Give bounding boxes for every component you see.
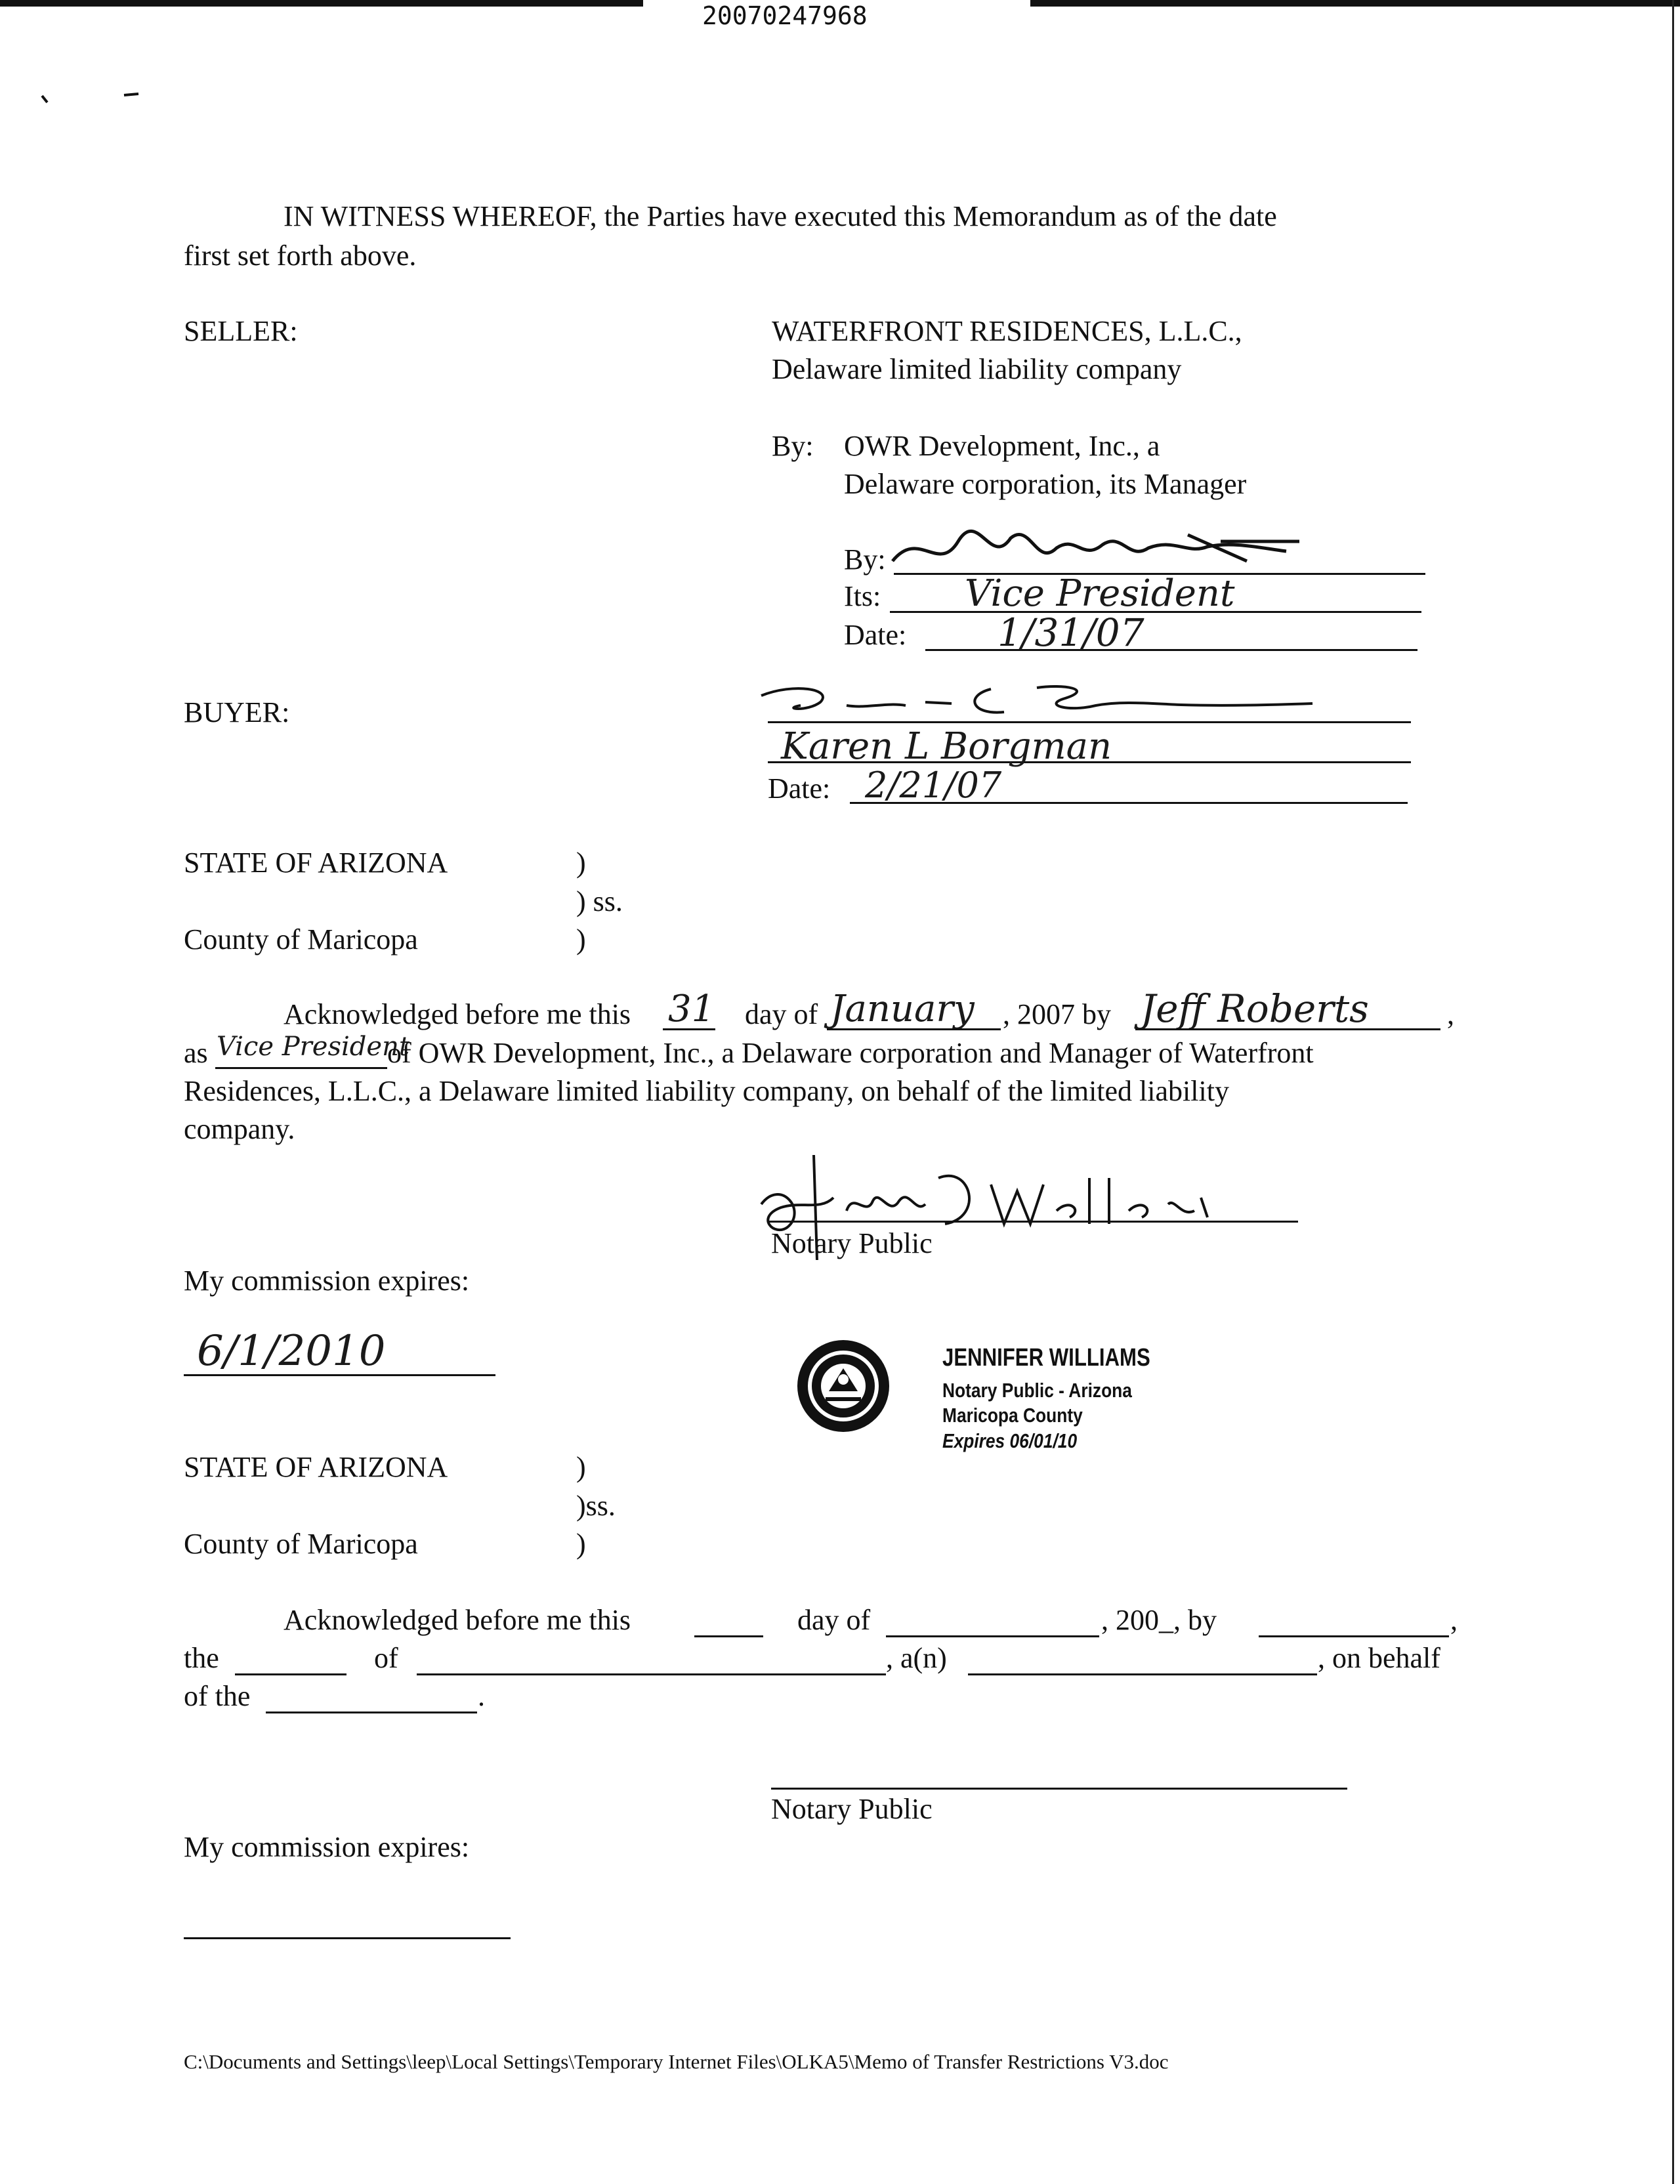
seller-company-line-2: Delaware limited liability company <box>772 353 1182 385</box>
ack1-notary-label: Notary Public <box>771 1227 933 1259</box>
ack1-line-2-a: as <box>184 1037 208 1069</box>
ack2-line-2-c: , a(n) <box>886 1642 947 1674</box>
seller-manager-line-1: OWR Development, Inc., a <box>844 430 1160 462</box>
ack1-day-line <box>663 1028 715 1030</box>
ack2-notary-label: Notary Public <box>771 1793 933 1825</box>
ack2-paren-2: ) <box>576 1528 586 1560</box>
ack1-commission-line <box>184 1374 495 1376</box>
ack1-paren-2: ) <box>576 923 586 956</box>
scan-mark-1 <box>39 92 66 112</box>
ack1-line-1-d: , <box>1447 998 1454 1030</box>
ack1-title-line <box>215 1067 387 1069</box>
ack1-month: January <box>830 988 975 1030</box>
ack2-by-blank <box>1259 1635 1449 1637</box>
scan-edge-left <box>0 0 643 7</box>
ack1-name-line <box>1135 1028 1440 1030</box>
witness-line-2: first set forth above. <box>184 240 417 272</box>
ack2-line-1-d: , <box>1450 1604 1458 1636</box>
ack2-commission-line <box>184 1937 511 1939</box>
seller-by-label: By: <box>844 543 886 576</box>
ack2-notary-signature-line <box>771 1788 1347 1790</box>
notary-seal-emblem <box>796 1339 891 1434</box>
ack2-entity-blank <box>968 1673 1317 1675</box>
ack2-line-2-b: of <box>374 1642 398 1674</box>
seller-company-line-1: WATERFRONT RESIDENCES, L.L.C., <box>772 315 1242 347</box>
ack1-state: STATE OF ARIZONA <box>184 847 448 879</box>
buyer-date-label: Date: <box>768 772 831 805</box>
seal-line-2: Notary Public - Arizona <box>942 1379 1132 1402</box>
buyer-signature-2: Karen L Borgman <box>781 725 1112 768</box>
ack1-line-1-a: Acknowledged before me this <box>284 998 631 1030</box>
seller-label: SELLER: <box>184 315 298 347</box>
buyer-date-value: 2/21/07 <box>865 765 1002 806</box>
ack2-commission-label: My commission expires: <box>184 1831 470 1863</box>
ack2-line-1-c: , 200_, by <box>1101 1604 1217 1636</box>
document-number: 20070247968 <box>702 1 868 30</box>
seller-manager-line-2: Delaware corporation, its Manager <box>844 468 1247 500</box>
ack2-month-blank <box>886 1635 1099 1637</box>
ack2-line-2-d: , on behalf <box>1318 1642 1440 1674</box>
witness-line-1: IN WITNESS WHEREOF, the Parties have executed this Memorandum as of the date <box>284 200 1277 232</box>
ack1-ss: ) ss. <box>576 885 623 917</box>
ack2-county: County of Maricopa <box>184 1528 418 1560</box>
ack2-state: STATE OF ARIZONA <box>184 1451 448 1483</box>
ack1-line-1-c: , 2007 by <box>1003 998 1111 1030</box>
seal-name: JENNIFER WILLIAMS <box>942 1344 1150 1372</box>
seller-its-label: Its: <box>844 580 881 612</box>
seal-line-3: Maricopa County <box>942 1404 1083 1427</box>
scan-mark-2 <box>121 89 148 102</box>
seller-its-value: Vice President <box>965 572 1235 615</box>
ack2-line-1-a: Acknowledged before me this <box>284 1604 631 1636</box>
ack1-county: County of Maricopa <box>184 923 418 956</box>
ack2-behalf-blank <box>266 1712 477 1713</box>
ack1-commission-label: My commission expires: <box>184 1265 470 1297</box>
ack1-commission-date: 6/1/2010 <box>197 1327 386 1376</box>
ack1-line-4: company. <box>184 1113 295 1145</box>
footer-file-path: C:\Documents and Settings\leep\Local Settings\Temporary Internet Files\OLKA5\Memo of Transfer Restrictions V3.doc <box>184 2050 1169 2073</box>
buyer-signature-1 <box>755 676 1319 728</box>
seller-date-value: 1/31/07 <box>998 610 1144 655</box>
ack2-of-blank <box>417 1673 886 1675</box>
ack1-paren-1: ) <box>576 847 586 879</box>
ack1-line-2-b: of OWR Development, Inc., a Delaware corporation and Manager of Waterfront <box>387 1037 1314 1069</box>
ack2-ss: )ss. <box>576 1490 616 1522</box>
ack2-line-1-b: day of <box>797 1604 871 1636</box>
ack1-line-3: Residences, L.L.C., a Delaware limited liability company, on behalf of the limited liability <box>184 1075 1229 1107</box>
ack1-line-1-b: day of <box>745 998 818 1030</box>
buyer-label: BUYER: <box>184 696 290 728</box>
ack1-title: Vice President <box>217 1032 410 1062</box>
seller-by-prefix: By: <box>772 430 814 462</box>
scan-edge-right-border <box>1672 0 1674 2184</box>
ack1-day: 31 <box>668 988 715 1030</box>
seal-line-4: Expires 06/01/10 <box>942 1429 1078 1452</box>
ack2-line-3-a: of the <box>184 1680 251 1712</box>
ack1-name: Jeff Roberts <box>1141 986 1369 1031</box>
ack2-paren-1: ) <box>576 1451 586 1483</box>
ack2-day-blank <box>694 1635 763 1637</box>
ack2-line-3-b: . <box>478 1680 485 1712</box>
ack1-month-line <box>827 1028 1001 1030</box>
ack2-line-2-a: the <box>184 1642 219 1674</box>
ack2-the-blank <box>235 1673 346 1675</box>
notary-signature-line <box>768 1221 1298 1223</box>
scan-edge-right <box>1030 0 1680 7</box>
seller-date-label: Date: <box>844 619 907 651</box>
